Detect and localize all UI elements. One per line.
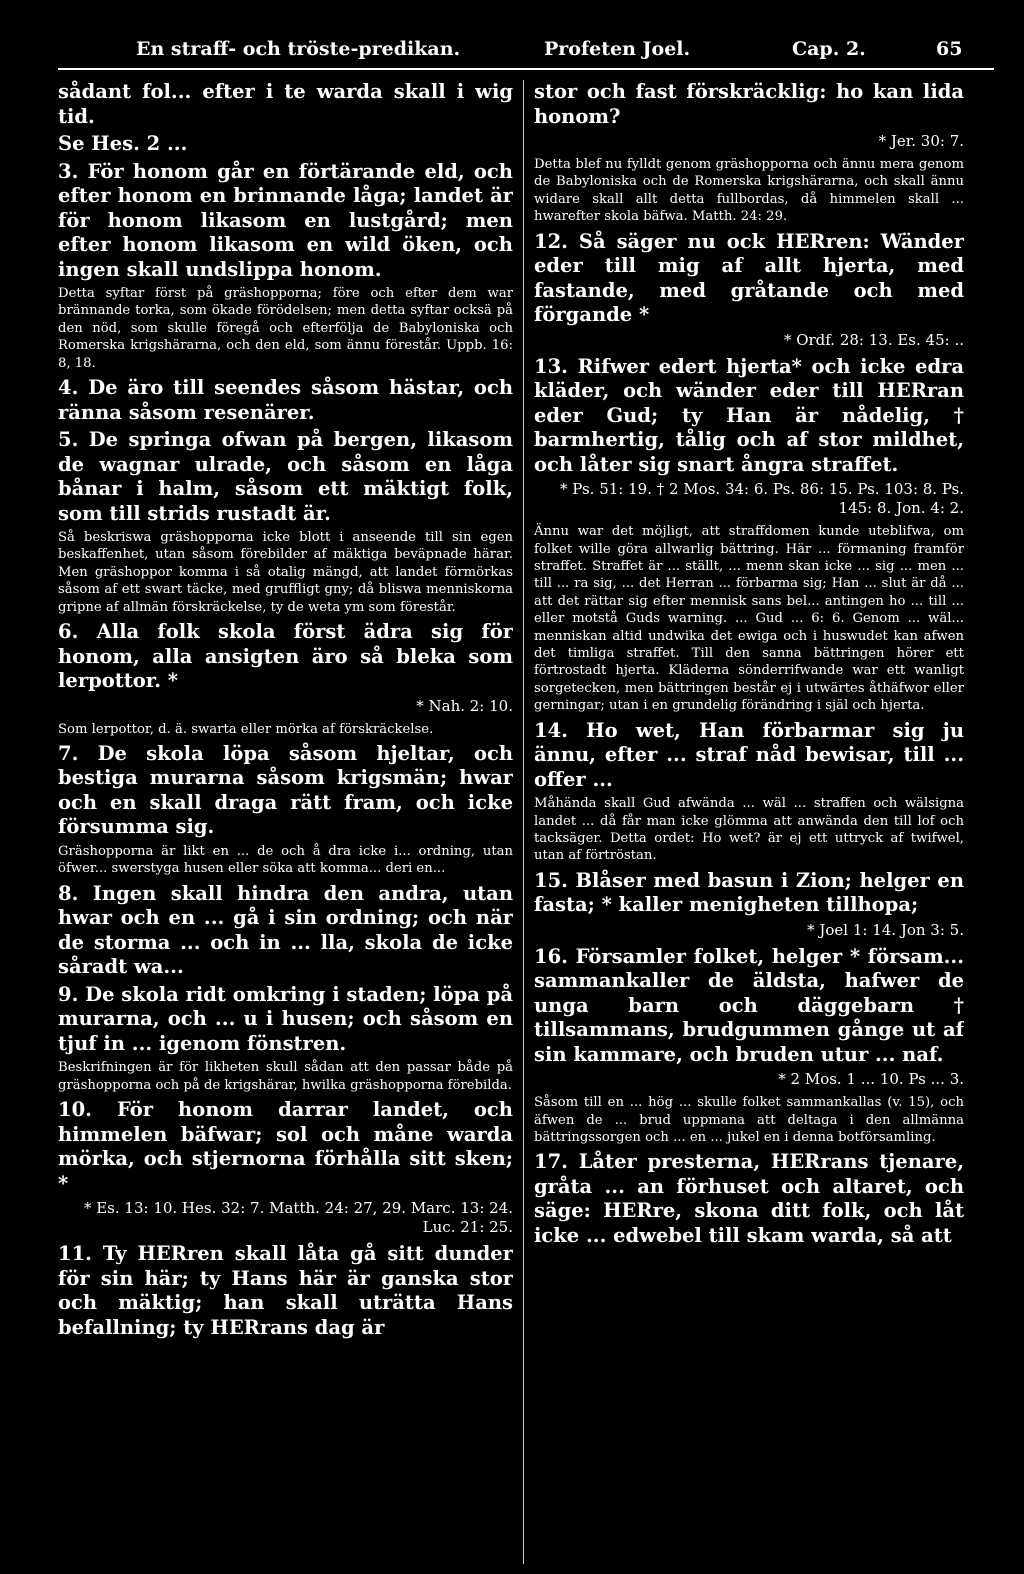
verse-paragraph: 16. Församler folket, helger * försam... sammankaller de äldsta, hafwer de unga barn och däggebarn † tillsammans, brudgummen gånge ut af sin kammare, och bruden utur ... naf.: [534, 944, 964, 1066]
verse-paragraph: 8. Ingen skall hindra den andra, utan hwar och en ... gå i sin ordning; och när de storma ... och in ... lla, skola de icke såradt wa...: [58, 881, 513, 979]
commentary-paragraph: Såsom till en ... hög ... skulle folket sammankallas (v. 15), och äfwen de ... brud uppmana att deltaga i den allmänna bättringssorgen och ... en ... jukel en i denna botförsamling.: [534, 1095, 964, 1146]
verse-paragraph: 13. Rifwer edert hjerta* och icke edra kläder, och wänder eder till HERran eder Gud; ty Han är nådelig, † barmhertig, tålig och af stor mildhet, och låter sig snart ångra straffet.: [534, 354, 964, 476]
cross-reference: * Ps. 51: 19. † 2 Mos. 34: 6. Ps. 86: 15. Ps. 103: 8. Ps. 145: 8. Jon. 4: 2.: [560, 480, 964, 518]
left-column: [58, 80, 513, 1343]
commentary-paragraph: Måhända skall Gud afwända ... wäl ... straffen och wälsigna landet ... då får man icke glömma att anwända den till lof och tacksäger. Detta ordet: Ho wet? är ej ett uttryck af twifwel, utan af förtröstan.: [534, 796, 964, 864]
verse-paragraph: 7. De skola löpa såsom hjeltar, och bestiga murarna såsom krigsmän; hwar och en skall draga rätt fram, och icke försumma sig.: [58, 741, 513, 839]
cross-reference: * Es. 13: 10. Hes. 32: 7. Matth. 24: 27, 29. Marc. 13: 24. Luc. 21: 25.: [83, 1199, 513, 1237]
verse-paragraph: 14. Ho wet, Han förbarmar sig ju ännu, efter ... straf nåd bewisar, till ... offer ...: [534, 718, 964, 791]
verse-paragraph: stor och fast förskräcklig: ho kan lida honom?: [534, 80, 964, 128]
cross-reference: * Joel 1: 14. Jon 3: 5.: [807, 920, 964, 939]
commentary-paragraph: Så beskriswa gräshopporna icke blott i anseende till sin egen beskaffenhet, utan såsom förebilder af mäktiga beväpnade härar. Men gräshoppor komma i så otalig mängd, att landet förmörkas såsom af ett swart täcke, med gruffligt gny; då bliswa menniskorna gripne af allmän förskräckelse, ty de weta ym som förestår.: [58, 530, 513, 615]
verse-paragraph: 5. De springa ofwan på bergen, likasom de wagnar ulrade, och såsom en låga bånar i halm, såsom ett mäktigt folk, som till strids rustadt är.: [58, 428, 513, 525]
commentary-paragraph: Som lerpottor, d. ä. swarta eller mörka af förskräckelse.: [58, 721, 434, 737]
verse-paragraph: 3. För honom går en förtärande eld, och efter honom en brinnande låga; landet är för honom likasom en lustgård; men efter honom likasom en wild öken, och ingen skall undslippa honom.: [58, 159, 513, 281]
verse-paragraph: 10. För honom darrar landet, och himmelen bäfwar; sol och måne warda mörka, och stjernorna förhålla sitt sken; *: [58, 1098, 513, 1195]
cross-reference: * Nah. 2: 10.: [416, 696, 513, 715]
verse-paragraph: Se Hes. 2 ...: [58, 132, 188, 155]
verse-paragraph: 15. Blåser med basun i Zion; helger en fasta; * kaller menigheten tillhopa;: [534, 868, 964, 917]
verse-paragraph: sådant fol... efter i te warda skall i wig tid.: [58, 80, 513, 128]
right-column: [534, 80, 964, 1251]
verse-paragraph: 11. Ty HERren skall låta gå sitt dunder för sin här; ty Hans här är ganska stor och mäktig; han skall uträtta Hans befallning; ty HERrans dag är: [58, 1242, 513, 1339]
commentary-paragraph: Detta blef nu fylldt genom gräshopporna och ännu mera genom de Babyloniska och de Romerska krigshärarna, och skall ännu widare skall allt detta fullbordas, då himmelen skall ... hwarefter skola bäfwa. Matth. 24: 29.: [534, 157, 964, 225]
verse-paragraph: 17. Låter presterna, HERrans tjenare, gråta ... an förhuset och altaret, och säge: HERre, skona ditt folk, och låt icke ... edwebel till skam warda, så att: [534, 1150, 964, 1247]
column-divider: [523, 80, 524, 1564]
header-middle: Profeten Joel.: [544, 38, 691, 60]
cross-reference: * Jer. 30: 7.: [878, 132, 964, 150]
cross-reference: * Ordf. 28: 13. Es. 45: ..: [783, 330, 964, 349]
verse-paragraph: 9. De skola ridt omkring i staden; löpa på murarna, och ... u i husen; och såsom en tjuf in ... igenom fönstren.: [58, 982, 513, 1055]
commentary-paragraph: Ännu war det möjligt, att straffdomen kunde uteblifwa, om folket wille göra allwarlig bättring. Här ... förmaning framför straffet. Straffet är ... ställt, ... menn skan icke ... sig ... men ... till ... ra sig, ... det Herran ... förbarma sig; Han ... slut är då ... att det rättar sig efter mennisk sans bel... antingen ho ... till ... eller motstå Guds warning. ... Gud ... 6: 6. Genom ... wäl... menniskan altid undwika det ewiga och i huswudet kan afwen det timliga straffet. Till den sanna bättringen hörer ett förtrostadt hjerta. Kläderna sönderrifwande war ett wanligt sorgetecken, men bättringen består ej i utwärtes åthäfwor eller gerningar; utan i en grundelig förändring i själ och hjerta.: [534, 524, 964, 714]
commentary-paragraph: Detta syftar först på gräshopporna; före och efter dem war brännande torka, som ökade förödelsen; men detta syftar ocksä på den nöd, som skulle föregå och efterfölja de Babyloniska och Romerska krigshärarna, och den eld, som ännu förestår. Uppb. 16: 8, 18.: [58, 286, 513, 371]
cross-reference: * 2 Mos. 1 ... 10. Ps ... 3.: [778, 1070, 964, 1089]
running-header: [58, 30, 994, 64]
header-rule: [58, 68, 994, 70]
verse-paragraph: 4. De äro till seendes såsom hästar, och ränna såsom resenärer.: [58, 376, 513, 424]
commentary-paragraph: Beskrifningen är för likheten skull sådan att den passar både på gräshopporna och på de krigshärar, hwilka gräshopporna förebilda.: [58, 1060, 513, 1093]
commentary-paragraph: Gräshopporna är likt en ... de och å dra icke i... ordning, utan öfwer... swerstyga husen eller söka att komma... deri en...: [58, 843, 513, 877]
header-chapter: Cap. 2.: [792, 38, 866, 60]
verse-paragraph: 6. Alla folk skola först ädra sig för honom, alla ansigten äro så bleka som lerpottor. *: [58, 620, 513, 693]
header-left: En straff- och tröste-predikan.: [136, 38, 461, 60]
verse-paragraph: 12. Så säger nu ock HERren: Wänder eder till mig af allt hjerta, med fastande, med gråtande och med förgande *: [534, 229, 964, 327]
page-number: 65: [936, 38, 963, 60]
